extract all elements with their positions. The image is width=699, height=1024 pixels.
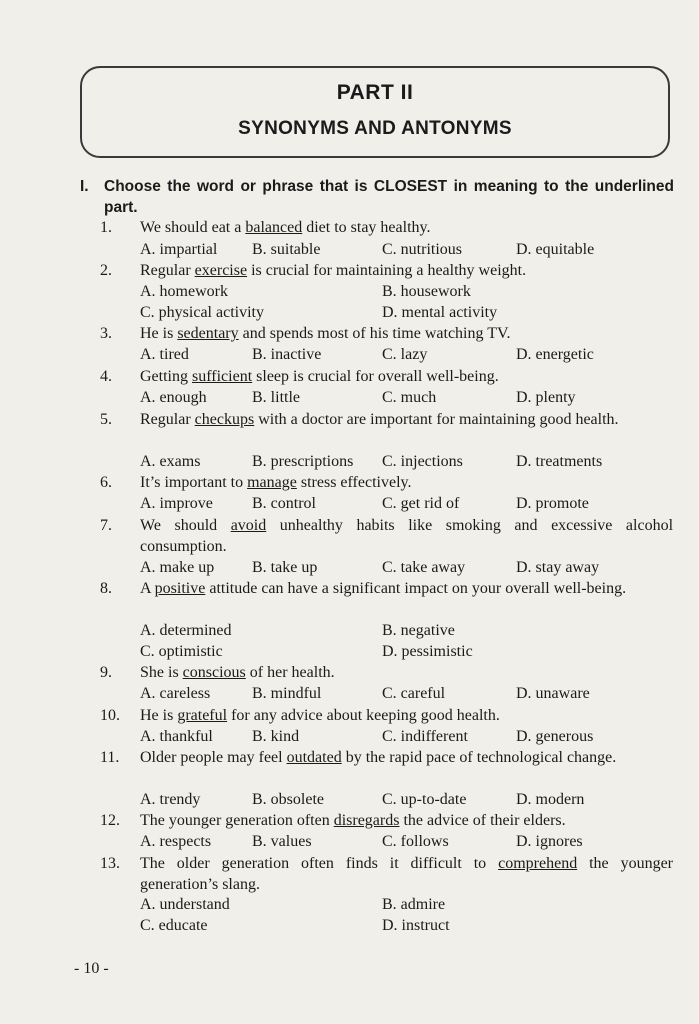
option-b: B. prescriptions	[252, 453, 354, 470]
underlined-word: disregards	[333, 812, 400, 829]
option-a: A. improve	[140, 495, 213, 512]
underlined-word: outdated	[286, 749, 342, 766]
option-a: A. impartial	[140, 241, 218, 258]
option-d: D. plenty	[516, 389, 576, 406]
option-b: B. control	[252, 495, 316, 512]
question-number: 9.	[100, 664, 112, 681]
option-c: C. follows	[382, 833, 449, 850]
question-stem: He is grateful for any advice about keeping good health.	[140, 707, 500, 724]
question-stem: Getting sufficient sleep is crucial for overall well-being.	[140, 368, 499, 385]
underlined-word: comprehend	[498, 855, 578, 872]
question-stem: He is sedentary and spends most of his time watching TV.	[140, 325, 511, 342]
part-header-box	[80, 66, 670, 158]
option-c: C. much	[382, 389, 437, 406]
option-d: D. unaware	[516, 685, 590, 702]
option-d: D. energetic	[516, 346, 594, 363]
underlined-word: checkups	[194, 411, 255, 428]
question-number: 12.	[100, 812, 120, 829]
question-number: 13.	[100, 855, 120, 872]
question-stem: Regular exercise is crucial for maintaining a healthy weight.	[140, 262, 527, 279]
option-c: C. indifferent	[382, 728, 468, 745]
option-c: C. nutritious	[382, 241, 463, 258]
question-number: 2.	[100, 262, 112, 279]
option-a: A. exams	[140, 453, 201, 470]
underlined-word: balanced	[245, 219, 303, 236]
option-c: C. educate	[140, 917, 208, 934]
question-number: 11.	[100, 749, 120, 766]
page-number: - 10 -	[74, 960, 109, 977]
instruction-text: Choose the word or phrase that is CLOSEST in meaning to the underlined part.	[104, 178, 674, 216]
option-a: A. homework	[140, 283, 228, 300]
option-d: D. promote	[516, 495, 589, 512]
option-a: A. enough	[140, 389, 207, 406]
question-number: 1.	[100, 219, 112, 236]
option-a: A. respects	[140, 833, 212, 850]
option-d: D. generous	[516, 728, 594, 745]
option-c: C. get rid of	[382, 495, 460, 512]
question-stem: It’s important to manage stress effectively.	[140, 474, 412, 491]
question-number: 4.	[100, 368, 112, 385]
option-b: B. take up	[252, 559, 318, 576]
question-number: 3.	[100, 325, 112, 342]
question-stem: We should avoid unhealthy habits like smoking and excessive alcohol consumption.	[140, 517, 674, 555]
option-d: D. treatments	[516, 453, 603, 470]
underlined-word: grateful	[177, 707, 228, 724]
option-a: A. tired	[140, 346, 189, 363]
option-d: D. equitable	[516, 241, 595, 258]
option-b: B. inactive	[252, 346, 322, 363]
option-c: C. physical activity	[140, 304, 264, 321]
underlined-word: exercise	[194, 262, 248, 279]
option-b: B. negative	[382, 622, 455, 639]
option-c: C. up-to-date	[382, 791, 467, 808]
instruction	[80, 176, 674, 218]
question-number: 5.	[100, 411, 112, 428]
question-stem: A positive attitude can have a significant impact on your overall well-being.	[140, 580, 627, 597]
option-a: A. careless	[140, 685, 211, 702]
option-d: D. mental activity	[382, 304, 498, 321]
instruction-number: I.	[80, 178, 89, 195]
question-number: 6.	[100, 474, 112, 491]
option-b: B. admire	[382, 896, 446, 913]
question-stem: Older people may feel outdated by the rapid pace of technological change.	[140, 749, 617, 766]
option-b: B. housework	[382, 283, 471, 300]
underlined-word: sedentary	[177, 325, 239, 342]
part-title: PART II	[336, 81, 414, 104]
option-d: D. modern	[516, 791, 585, 808]
option-d: D. pessimistic	[382, 643, 473, 660]
option-a: A. determined	[140, 622, 232, 639]
option-c: C. careful	[382, 685, 446, 702]
question-stem: Regular checkups with a doctor are important for maintaining good health.	[140, 411, 619, 428]
option-c: C. lazy	[382, 346, 428, 363]
option-d: D. instruct	[382, 917, 450, 934]
section-title: SYNONYMS AND ANTONYMS	[238, 118, 512, 139]
option-d: D. stay away	[516, 559, 600, 576]
option-d: D. ignores	[516, 833, 583, 850]
underlined-word: positive	[154, 580, 206, 597]
option-c: C. take away	[382, 559, 466, 576]
question-number: 10.	[100, 707, 120, 724]
option-a: A. thankful	[140, 728, 213, 745]
question-number: 8.	[100, 580, 112, 597]
underlined-word: manage	[247, 474, 297, 491]
question-number: 7.	[100, 517, 112, 534]
option-b: B. values	[252, 833, 312, 850]
question-stem: She is conscious of her health.	[140, 664, 335, 681]
option-b: B. mindful	[252, 685, 322, 702]
option-b: B. kind	[252, 728, 300, 745]
underlined-word: conscious	[182, 664, 246, 681]
option-c: C. optimistic	[140, 643, 223, 660]
underlined-word: sufficient	[192, 368, 253, 385]
question-stem: We should eat a balanced diet to stay healthy.	[140, 219, 431, 236]
option-a: A. trendy	[140, 791, 201, 808]
question-stem: The younger generation often disregards the advice of their elders.	[140, 812, 566, 829]
option-b: B. suitable	[252, 241, 321, 258]
question-stem: The older generation often finds it difficult to comprehend the younger generation’s slang.	[140, 855, 674, 893]
option-a: A. understand	[140, 896, 230, 913]
option-a: A. make up	[140, 559, 215, 576]
option-b: B. obsolete	[252, 791, 324, 808]
underlined-word: avoid	[230, 517, 267, 534]
option-c: C. injections	[382, 453, 463, 470]
option-b: B. little	[252, 389, 300, 406]
